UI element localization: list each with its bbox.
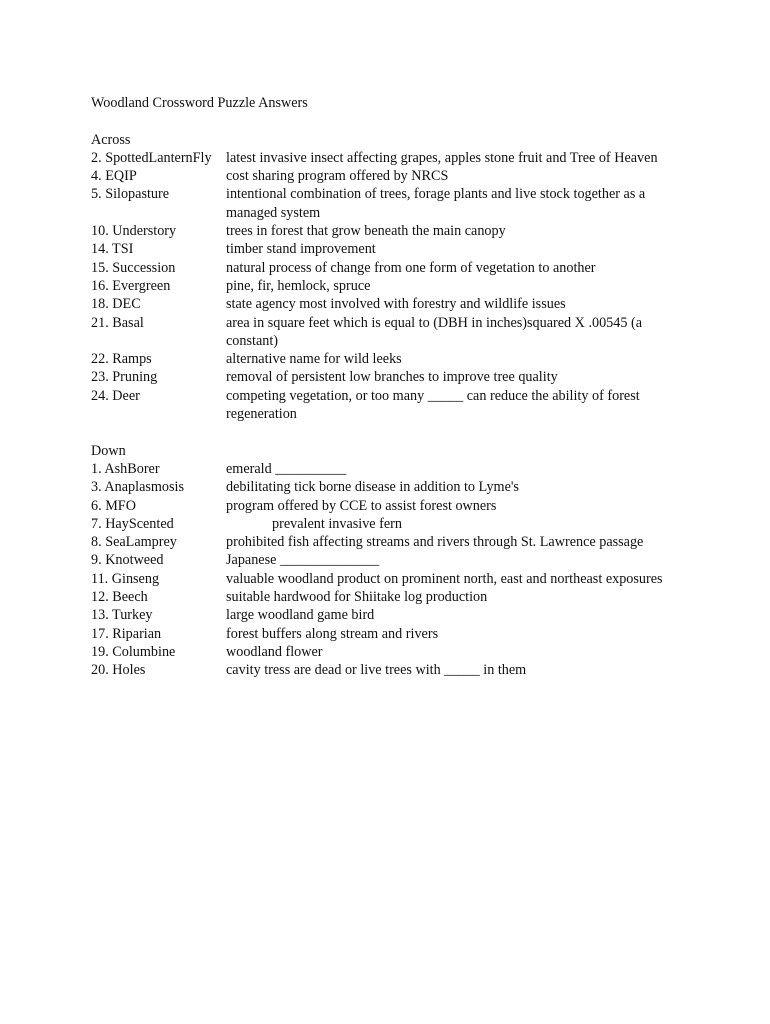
- clue-row: [91, 533, 691, 551]
- clue-answer: 6. MFO: [91, 497, 136, 514]
- clue-row: [91, 551, 691, 569]
- clue-answer: 7. HayScented: [91, 515, 174, 532]
- clue-answer: 11. Ginseng: [91, 570, 160, 587]
- clue-answer: 22. Ramps: [91, 351, 152, 368]
- clue-row: [91, 277, 691, 295]
- clue-row: [91, 149, 691, 167]
- clue-answer: 15. Succession: [91, 259, 176, 276]
- clue-answer: 16. Evergreen: [91, 277, 171, 294]
- clue-text: timber stand improvement: [226, 241, 376, 258]
- clue-text: valuable woodland product on prominent north, east and northeast exposures: [226, 570, 663, 587]
- clue-text: alternative name for wild leeks: [226, 351, 402, 368]
- clue-row: [91, 387, 691, 424]
- clue-answer: 1. AshBorer: [91, 460, 160, 477]
- clue-answer: 21. Basal: [91, 314, 144, 331]
- clue-text: prevalent invasive fern: [272, 515, 402, 532]
- clue-text: large woodland game bird: [226, 607, 375, 624]
- clue-row: [91, 167, 691, 185]
- clue-text: program offered by CCE to assist forest owners: [226, 497, 497, 514]
- clue-text: trees in forest that grow beneath the main canopy: [226, 223, 506, 240]
- clue-text: forest buffers along stream and rivers: [226, 625, 439, 642]
- clue-row: [91, 368, 691, 386]
- clue-text: prohibited fish affecting streams and rivers through St. Lawrence passage: [226, 534, 644, 551]
- clue-answer: 10. Understory: [91, 223, 177, 240]
- clue-text: cavity tress are dead or live trees with _____ in them: [226, 662, 527, 679]
- clue-answer: 20. Holes: [91, 662, 146, 679]
- clue-answer: 5. Silopasture: [91, 186, 170, 203]
- clue-text: intentional combination of trees, forage plants and live stock together as a managed system: [226, 186, 646, 221]
- down-section: [91, 442, 691, 680]
- clue-row: [91, 478, 691, 496]
- clue-answer: 3. Anaplasmosis: [91, 479, 185, 496]
- across-section: [91, 131, 691, 424]
- clue-answer: 9. Knotweed: [91, 552, 164, 569]
- clue-answer: 4. EQIP: [91, 168, 137, 185]
- clue-row: [91, 606, 691, 624]
- clue-row: [91, 588, 691, 606]
- clue-row: [91, 661, 691, 679]
- clue-row: [91, 625, 691, 643]
- clue-text: Japanese ______________: [226, 552, 380, 569]
- clue-row: [91, 259, 691, 277]
- document-page: [91, 94, 691, 680]
- clue-answer: 8. SeaLamprey: [91, 534, 177, 551]
- down-heading: Down: [91, 442, 126, 459]
- clue-answer: 14. TSI: [91, 241, 134, 258]
- clue-row: [91, 314, 691, 351]
- across-heading: Across: [91, 131, 131, 148]
- clue-text: latest invasive insect affecting grapes, apples stone fruit and Tree of Heaven: [226, 149, 658, 166]
- clue-text: pine, fir, hemlock, spruce: [226, 277, 371, 294]
- page-title: Woodland Crossword Puzzle Answers: [91, 95, 308, 111]
- clue-row: [91, 515, 691, 533]
- clue-text: area in square feet which is equal to (DBH in inches)squared X .00545 (a constant): [226, 314, 643, 349]
- clue-answer: 19. Columbine: [91, 643, 176, 660]
- clue-answer: 24. Deer: [91, 387, 140, 404]
- clue-answer: 2. SpottedLanternFly: [91, 149, 212, 166]
- clue-row: [91, 643, 691, 661]
- clue-text: state agency most involved with forestry and wildlife issues: [226, 296, 566, 313]
- clue-row: [91, 460, 691, 478]
- clue-answer: 18. DEC: [91, 296, 141, 313]
- clue-row: [91, 240, 691, 258]
- clue-answer: 23. Pruning: [91, 369, 158, 386]
- clue-text: suitable hardwood for Shiitake log production: [226, 589, 488, 606]
- clue-text: natural process of change from one form of vegetation to another: [226, 259, 596, 276]
- clue-answer: 17. Riparian: [91, 625, 162, 642]
- clue-text: woodland flower: [226, 643, 323, 660]
- clue-row: [91, 570, 691, 588]
- clue-text: removal of persistent low branches to improve tree quality: [226, 369, 558, 386]
- clue-row: [91, 295, 691, 313]
- clue-row: [91, 497, 691, 515]
- clue-text: competing vegetation, or too many _____ can reduce the ability of forest regeneration: [226, 387, 640, 423]
- clue-text: cost sharing program offered by NRCS: [226, 168, 449, 185]
- clue-answer: 13. Turkey: [91, 607, 153, 624]
- clue-text: emerald __________: [226, 460, 347, 477]
- clue-answer: 12. Beech: [91, 589, 148, 606]
- clue-text: debilitating tick borne disease in addition to Lyme's: [226, 479, 519, 496]
- clue-row: [91, 185, 691, 222]
- clue-row: [91, 222, 691, 240]
- clue-row: [91, 350, 691, 368]
